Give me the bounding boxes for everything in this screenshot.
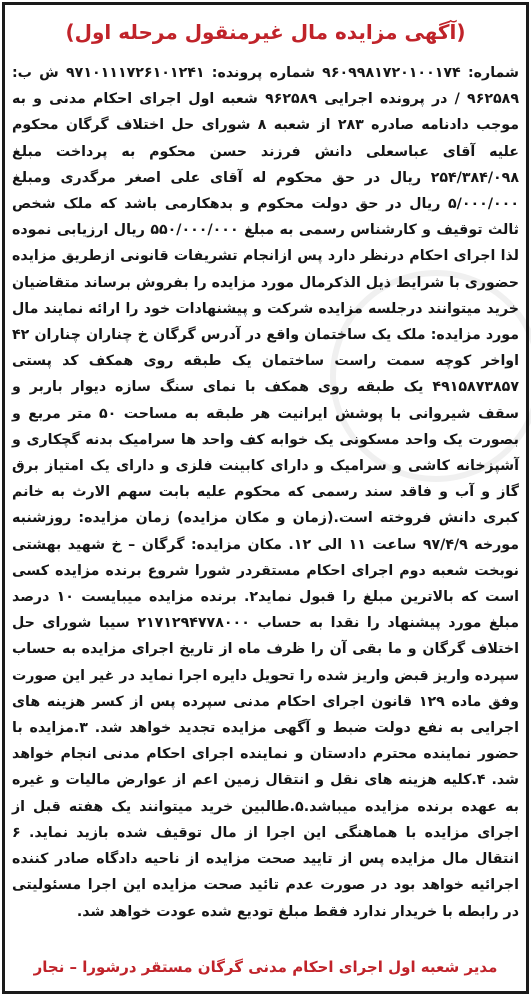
notice-signature: مدیر شعبه اول اجرای احکام مدنی گرگان مستقر درشورا – نجار <box>33 958 498 976</box>
notice-title: (آگهی مزایده مال غیرمنقول مرحله اول) <box>65 20 466 44</box>
notice-body-paragraph: شماره: ۹۶۰۹۹۸۱۷۲۰۱۰۰۱۷۴ شماره پرونده: ۹۷۱۰۱۱۱۷۲۶۱۰۱۲۴۱ ش ب: ۹۶۲۵۸۹ / در پرونده اجرایی ۹۶۲۵۸۹ شعبه اول اجرای احکام مدنی و به موجب دادنامه صادره ۲۸۳ از شعبه ۸ شورای حل اختلاف گرگان محکوم علیه آقای عباسعلی دانش فرزند حسن محکوم به پرداخت مبلغ ۲۵۴/۳۸۴/۰۹۸ ریال در حق محکوم له آقای علی اصغر مرگدری ومبلغ ۵/۰۰۰/۰۰۰ ریال در حق دولت محکوم و بدهکارمی باشد که ملک شخص ثالث توقیف و کارشناس رسمی به مبلغ ۵۵۰/۰۰۰/۰۰۰ ریال ارزیابی نموده لذا اجرای احکام درنظر دارد پس ازانجام تشریفات قانونی ازطریق مزایده حضوری با شرایط ذیل الذکرمال مورد مزایده را بفروش برساند متقاضیان خرید میتوانند درجلسه مزایده شرکت و پیشنهادات خود را ارائه نمایند مال مورد مزایده: ملک یک ساختمان واقع در آدرس گرگان خ چناران چناران ۴۲ اواخر کوچه سمت راست ساختمان یک طبقه روی همکف کد پستی ۴۹۱۵۸۷۳۸۵۷ یک طبقه روی همکف با نمای سنگ سازه دیوار باربر و سقف شیروانی با پوشش ایرانیت هر طبقه به مساحت ۵۰ متر مربع و بصورت یک واحد مسکونی یک خوابه کف واحد ها سرامیک بدنه گچکاری و آشپزخانه کاشی و سرامیک و دارای کابینت فلزی و دارای یک امتیاز برق گاز و آب و فاقد سند رسمی که محکوم علیه بابت سهم الارث به خانم کبری دانش فروخته است.(زمان و مکان مزایده) زمان مزایده: روزشنبه مورخه ۹۷/۴/۹ ساعت ۱۱ الی ۱۲. مکان مزایده: گرگان – خ شهید بهشتی نوبخت شعبه دوم اجرای احکام مستقردر شورا شروع برنده مزایده کسی است که بالاترین مبلغ را قبول نماید۲. برنده مزایده میبایست ۱۰ درصد مبلغ مورد پیشنهاد را نقدا به حساب ۲۱۷۱۲۹۴۷۷۸۰۰۰ سیبا شورای حل اختلاف گرگان و ما بقی آن را ظرف ماه از تاریخ اجرای مزایده به حساب سپرده واریز قبض واریز شده را تحویل دایره اجرا نماید در غیر این صورت وفق ماده ۱۲۹ قانون اجرای احکام مدنی سپرده پس از کسر هزینه های اجرایی به نفع دولت ضبط و آگهی مزایده تجدید خواهد شد. ۳.مزایده با حضور نماینده محترم دادستان و نماینده اجرای احکام مدنی انجام خواهد شد. ۴.کلیه هزینه های نقل و انتقال زمین اعم از عوارض مالیات و غیره به عهده برنده مزایده میباشد.۵.طالبین خرید میتوانند یک هفته قبل از اجرای مزایده با هماهنگی این اجرا از مال توقیف شده بازید نماید. ۶ انتقال مال مزایده پس از تایید صحت مزایده از ناحیه دادگاه صادر کننده اجرائیه خواهد بود در صورت عدم تائید صحت مزایده این اجرا مسئولیتی در رابطه با خریدار ندارد فقط مبلغ تودیع شده عودت خواهد شد. <box>12 65 520 920</box>
notice-body <box>12 60 519 925</box>
